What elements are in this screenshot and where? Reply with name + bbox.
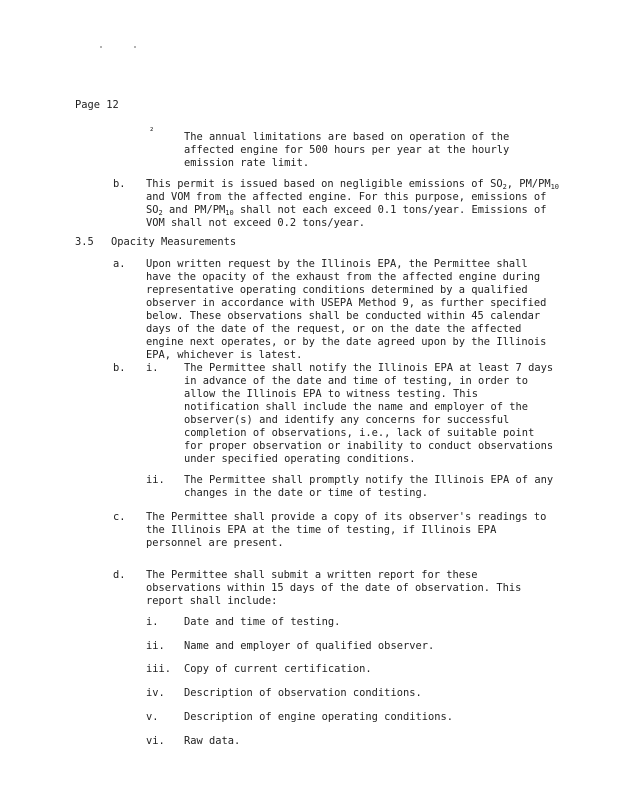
para-b-i-line: under specified operating conditions. [184,453,416,465]
para-b-i-line: notification shall include the name and employer of the [184,401,529,413]
para-c-line: personnel are present. [146,537,284,549]
para-a-line: observer in accordance with USEPA Method 9, as further specified [146,297,547,309]
para-d-line: report shall include: [146,595,278,607]
para-b-i-line: completion of observations, i.e., lack of suitable point [184,427,535,439]
para-d-line: observations within 15 days of the date of observation. This [146,582,522,594]
para-c-line: the Illinois EPA at the time of testing, if Illinois EPA [146,524,497,536]
report-item: Description of observation conditions. [184,687,422,699]
report-item-label: ii. [146,640,165,652]
report-item-label: iv. [146,687,165,699]
para-a-line: Upon written request by the Illinois EPA, the Permittee shall [146,258,528,270]
para-b-label: b. [113,362,126,374]
para-a-line: below. These observations shall be conducted within 45 calendar [146,310,541,322]
footnote-marker: ² [149,127,155,137]
para-c-label: c. [113,511,126,523]
para-b-i-label: i. [146,362,159,374]
para-b-top-line: VOM shall not exceed 0.2 tons/year. [146,217,365,229]
page-label: Page 12 [75,99,119,111]
report-item-label: i. [146,616,159,628]
para-a-line: days of the date of the request, or on the date the affected [146,323,522,335]
para-b-ii-label: ii. [146,474,165,486]
para-a-line: representative operating conditions determined by a qualified [146,284,528,296]
para-b-i-line: for proper observation or inability to conduct observations [184,440,554,452]
section-number: 3.5 [75,236,94,248]
footnote-line: emission rate limit. [184,157,310,169]
para-b-i-line: in advance of the date and time of testing, in order to [184,375,529,387]
para-b-top-line: and VOM from the affected engine. For this purpose, emissions of [146,191,547,203]
report-item: Raw data. [184,735,241,747]
para-a-line: EPA, whichever is latest. [146,349,303,361]
report-item-label: iii. [146,663,172,675]
para-b-i-line: allow the Illinois EPA to witness testing. This [184,388,479,400]
para-b-top-line: $SO_2$ and $PM/PM_{10}$ shall not each exceed 0.1 tons/year. Emissions of [146,204,547,217]
footnote-line: The annual limitations are based on operation of the [184,131,510,143]
report-item: Copy of current certification. [184,663,372,675]
para-b-i-line: The Permittee shall notify the Illinois EPA at least 7 days [184,362,554,374]
para-b-ii-line: changes in the date or time of testing. [184,487,428,499]
para-b-ii-line: The Permittee shall promptly notify the Illinois EPA of any [184,474,554,486]
report-item: Date and time of testing. [184,616,341,628]
report-item: Name and employer of qualified observer. [184,640,435,652]
para-d-label: d. [113,569,126,581]
report-item-label: vi. [146,735,165,747]
para-b-i-line: observer(s) and identify any concerns for successful [184,414,510,426]
section-title: Opacity Measurements [111,236,237,248]
report-item-label: v. [146,711,159,723]
para-a-line: have the opacity of the exhaust from the affected engine during [146,271,541,283]
para-b-top-line: This permit is issued based on negligible emissions of $SO_2$, $PM/PM_{10}$ [146,178,560,191]
scan-speck [134,46,136,48]
para-a-label: a. [113,258,126,270]
report-item: Description of engine operating conditions. [184,711,453,723]
scan-speck [100,46,102,48]
para-b-top-label: b. [113,178,126,190]
para-c-line: The Permittee shall provide a copy of its observer's readings to [146,511,547,523]
para-a-line: engine next operates, or by the date agreed upon by the Illinois [146,336,547,348]
footnote-line: affected engine for 500 hours per year at the hourly [184,144,510,156]
para-d-line: The Permittee shall submit a written report for these [146,569,478,581]
